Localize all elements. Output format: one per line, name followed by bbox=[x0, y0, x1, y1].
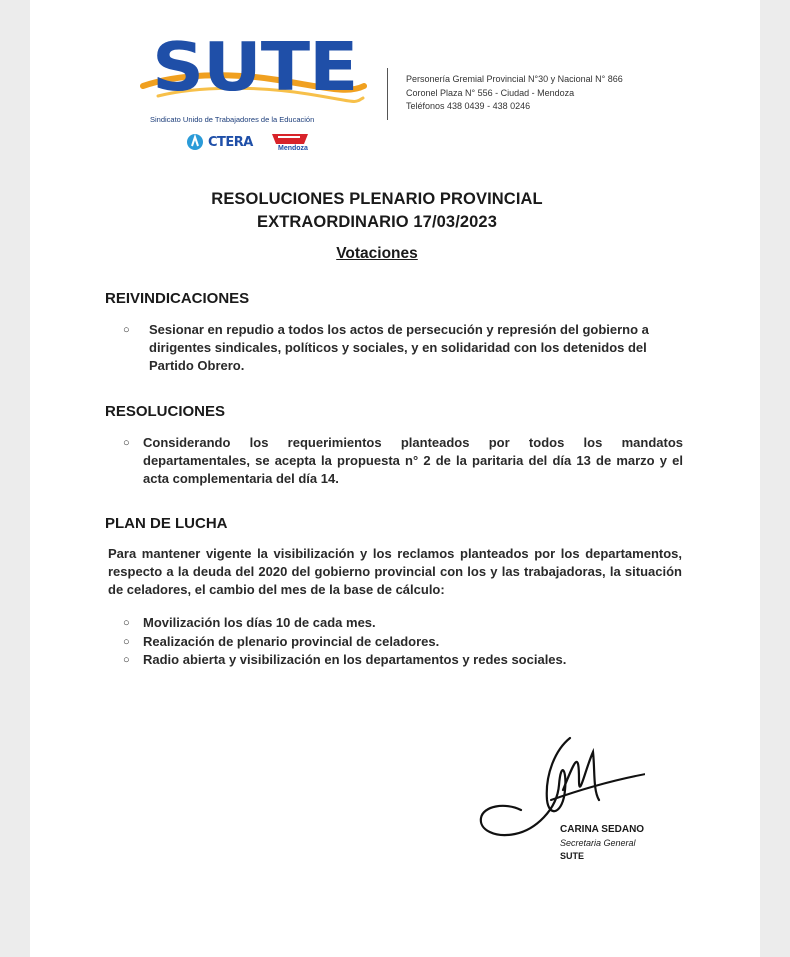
document-page bbox=[30, 0, 760, 957]
signatory-role: Secretaria General bbox=[560, 838, 636, 848]
plan-intro-paragraph: Para mantener vigente la visibilización y los reclamos planteados por los departamentos, respecto a la deuda del 2020 del gobierno provincial con los y las trabajadoras, la situación de celadores, el cambio del mes de la base de cálculo: bbox=[108, 546, 682, 597]
list-item-text: Radio abierta y visibilización en los departamentos y redes sociales. bbox=[143, 652, 567, 667]
list-item bbox=[123, 651, 683, 669]
partner-logos bbox=[186, 131, 346, 155]
header-info-line: Personería Gremial Provincial N°30 y Nacional N° 866 bbox=[406, 74, 623, 84]
signatory-name: CARINA SEDANO bbox=[560, 824, 645, 835]
header-info-line: Coronel Plaza N° 556 - Ciudad - Mendoza bbox=[406, 87, 575, 98]
bullet-icon: ○ bbox=[123, 437, 130, 449]
list-item bbox=[123, 434, 683, 488]
ctm-label: Mendoza bbox=[278, 145, 308, 152]
bullet-icon: ○ bbox=[123, 636, 130, 648]
ctera-label: CTERA bbox=[208, 135, 253, 150]
document-title-line1: RESOLUCIONES PLENARIO PROVINCIAL bbox=[211, 190, 543, 208]
document-title-line2: EXTRAORDINARIO 17/03/2023 bbox=[256, 213, 497, 231]
header-info-line: Teléfonos 438 0439 - 438 0246 bbox=[406, 101, 531, 111]
list-item-text: Movilización los días 10 de cada mes. bbox=[143, 615, 376, 630]
header-divider bbox=[387, 68, 388, 120]
ctera-icon bbox=[186, 133, 204, 151]
signatory-organization: SUTE bbox=[560, 851, 585, 861]
section-heading-reivindicaciones: REIVINDICACIONES bbox=[105, 290, 250, 307]
list-item bbox=[123, 614, 683, 632]
list-item-text: Realización de plenario provincial de celadores. bbox=[143, 634, 440, 649]
logo-wordmark: SUTE bbox=[152, 28, 358, 106]
document-subtitle: Votaciones bbox=[336, 245, 418, 262]
list-item bbox=[123, 321, 683, 375]
bullet-icon: ○ bbox=[123, 654, 130, 666]
sute-logo bbox=[138, 28, 368, 158]
section-heading-plan-de-lucha: PLAN DE LUCHA bbox=[105, 515, 228, 532]
section-heading-resoluciones: RESOLUCIONES bbox=[105, 403, 226, 420]
list-item-text: Considerando los requerimientos planteados por todos los mandatos departamentales, se acepta la propuesta n° 2 de la paritaria del día 13 de marzo y el acta complementaria del día 14. bbox=[143, 435, 683, 486]
header-contact-info bbox=[406, 73, 623, 114]
bullet-icon: ○ bbox=[123, 324, 130, 336]
logo-subtitle: Sindicato Unido de Trabajadores de la Educación bbox=[150, 115, 315, 124]
list-item-text: Sesionar en repudio a todos los actos de persecución y represión del gobierno a dirigentes sindicales, políticos y sociales, y en solidaridad con los detenidos del Partido Obrero. bbox=[149, 322, 649, 373]
list-item bbox=[123, 633, 683, 651]
bullet-icon: ○ bbox=[123, 617, 130, 629]
